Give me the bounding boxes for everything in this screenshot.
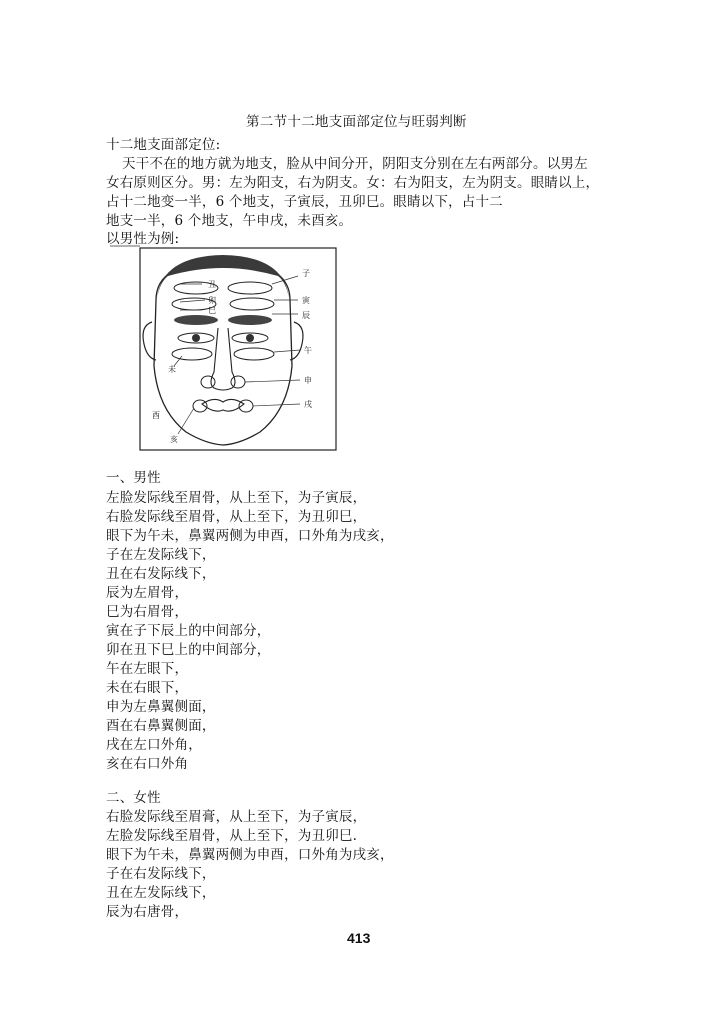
label-yin: 寅 [302,296,310,305]
left-brow [174,315,218,325]
female-line: 眼下为午未，鼻翼两侧为申酉，口外角为戌亥， [106,847,394,863]
zone-oval [228,282,272,294]
female-line: 辰为右唐骨， [106,904,189,920]
intro-paragraph-line: 女右原则区分。男：左为阳支，右为阴支。女：右为阳支，左为阴支。眼睛以上， [106,175,600,191]
intro-paragraph-line: 天干不在的地方就为地支，脸从中间分开，阴阳支分别在左右两部分。以男左 [122,156,588,172]
section-heading-male: 一、男性 [106,470,161,486]
label-wei: 未 [168,365,176,374]
male-line: 寅在子下辰上的中间部分， [106,623,271,639]
zone-oval [172,348,212,360]
male-line: 子在左发际线下， [106,547,216,563]
label-chou: 丑 [208,280,216,289]
male-line: 眼下为午未，鼻翼两侧为申酉，口外角为戌亥， [106,528,394,544]
male-line: 亥在右口外角 [106,756,189,772]
label-chen: 辰 [302,311,310,320]
label-mao: 卯 [208,296,216,305]
male-line: 申为左鼻翼侧面， [106,699,216,715]
face-diagram-svg [110,240,346,454]
hairline [157,255,289,298]
section-heading-female: 二、女性 [106,790,161,806]
section-heading-intro: 十二地支面部定位: [106,137,221,153]
example-caption: 以男性为例: [106,231,180,247]
male-line: 卯在丑下巳上的中间部分， [106,642,271,658]
label-si: 巳 [208,306,216,315]
label-hai: 亥 [170,435,178,444]
label-wu: 午 [304,346,312,355]
female-line: 丑在左发际线下， [106,885,216,901]
label-shen: 申 [304,376,312,385]
male-line: 左脸发际线至眉骨，从上至下，为子寅辰， [106,490,367,506]
label-xu: 戌 [304,400,312,409]
zone-oval [234,348,274,360]
female-line: 子在右发际线下， [106,866,216,882]
right-brow [228,315,272,325]
zone-oval [230,298,274,310]
label-you: 酉 [152,411,160,420]
male-line: 午在左眼下， [106,661,189,677]
female-line: 左脸发际线至眉骨，从上至下，为丑卯巳. [106,828,358,844]
face-diagram [110,240,346,454]
intro-paragraph-line: 地支一半，6 个地支，午申戌，未酉亥。 [106,213,353,229]
mouth [202,399,244,411]
male-line: 戌在左口外角， [106,737,202,753]
female-line: 右脸发际线至眉膏，从上至下，为子寅辰， [106,809,367,825]
male-line: 辰为左眉骨， [106,585,189,601]
male-line: 丑在右发际线下， [106,566,216,582]
page-title: 第二节十二地支面部定位与旺弱判断 [246,114,467,130]
label-zi: 子 [302,269,310,278]
male-line: 右脸发际线至眉骨，从上至下，为丑卯巳， [106,509,367,525]
face-outline [154,260,292,445]
intro-paragraph-line: 占十二地变一半，6 个地支，子寅辰，丑卯巳。眼睛以下，占十二 [106,194,503,210]
page-number: 413 [347,930,371,946]
male-line: 巳为右眉骨， [106,604,189,620]
male-line: 酉在右鼻翼侧面， [106,718,216,734]
male-line: 未在右眼下， [106,680,189,696]
